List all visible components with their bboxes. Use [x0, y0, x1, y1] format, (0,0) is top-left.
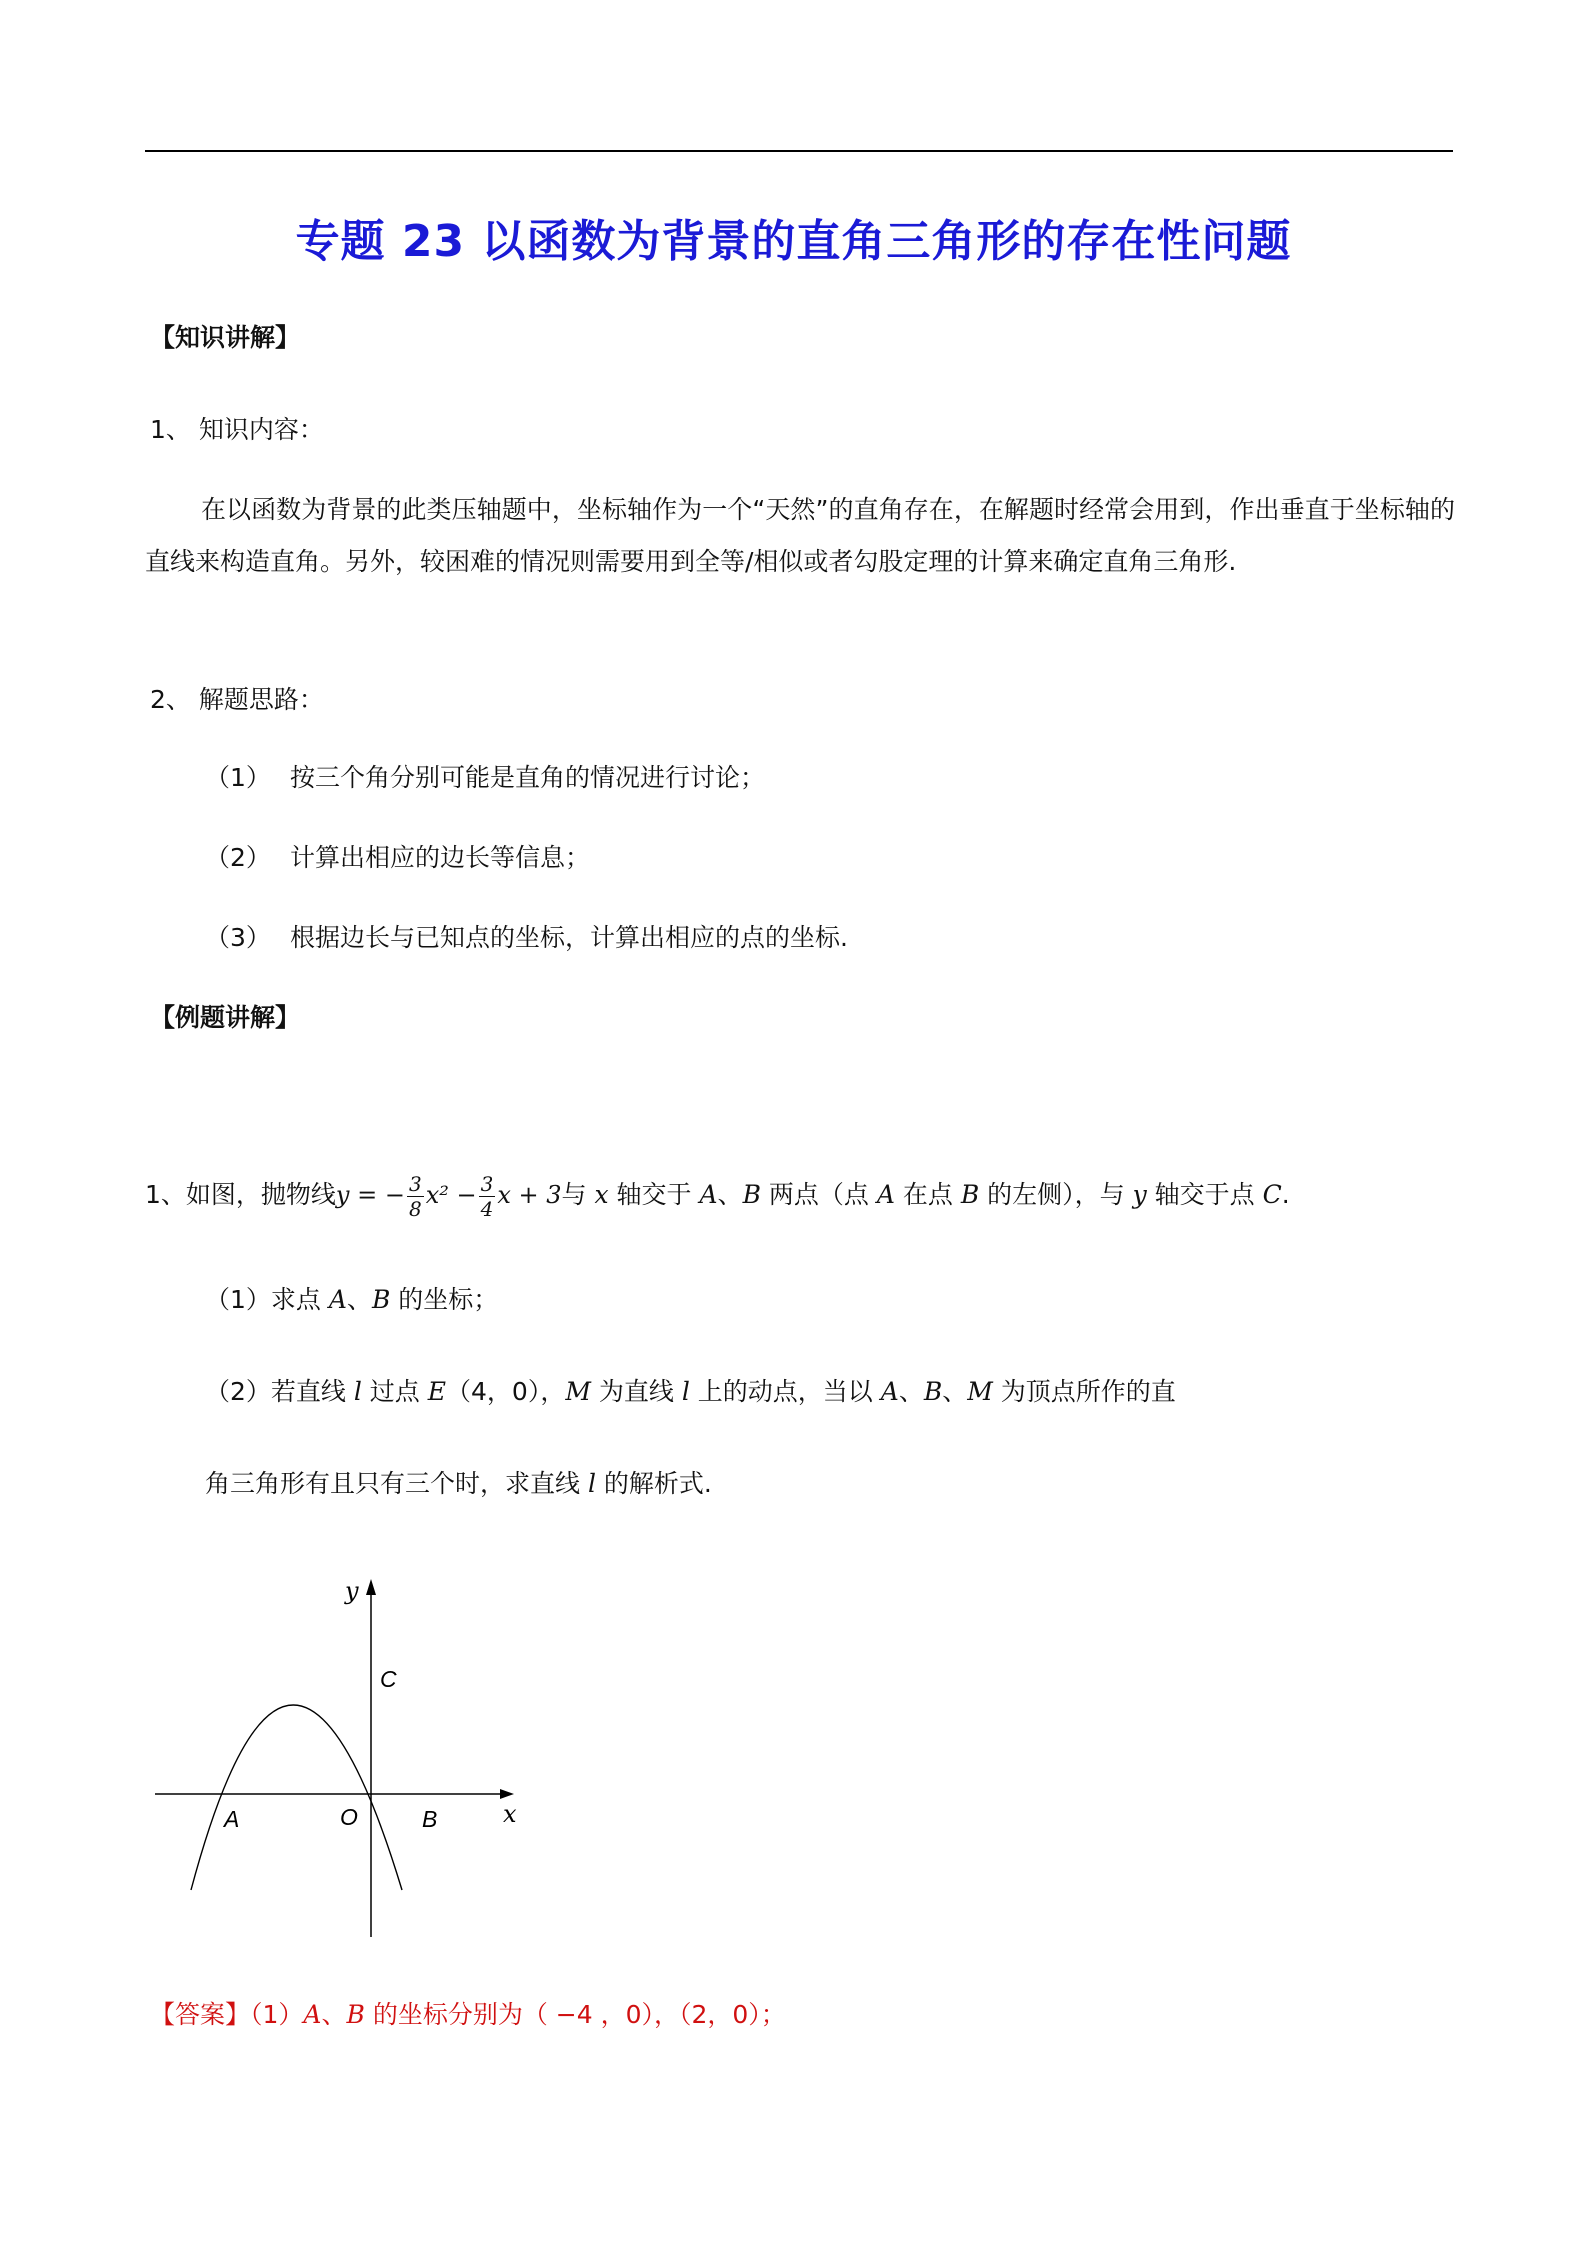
q-text: 轴交于 — [608, 1180, 700, 1209]
step-1 — [205, 752, 765, 804]
point2-label: 2、 解题思路： — [150, 685, 324, 714]
step-2-num: （2） — [205, 843, 271, 872]
q-var: C — [1262, 1180, 1282, 1209]
sub2-text: 、 — [898, 1377, 924, 1406]
answer-var: B — [346, 2000, 365, 2029]
q-text: 两点（点 — [760, 1180, 877, 1209]
parabola-equation — [335, 1172, 562, 1221]
q-text: 在点 — [894, 1180, 961, 1209]
label-A: A — [224, 1806, 240, 1832]
answer-text: 的坐标分别为（ −4 ，0），（2，0）； — [364, 2000, 786, 2029]
x-axis-arrow — [500, 1789, 514, 1799]
sub2-text: （2）若直线 — [205, 1377, 354, 1406]
sub2-text: 为顶点所作的直 — [992, 1377, 1176, 1406]
label-O: O — [340, 1804, 358, 1830]
answer-text: 、 — [321, 2000, 347, 2029]
sub1-var: A — [328, 1285, 347, 1314]
step-3-num: （3） — [205, 923, 271, 952]
parabola-figure — [140, 1565, 540, 1945]
sub2-var: B — [923, 1377, 943, 1406]
sub2c-var: l — [587, 1469, 596, 1498]
sub2-var: l — [681, 1377, 690, 1406]
sub2-var: M — [967, 1377, 993, 1406]
q-var: A — [876, 1180, 895, 1209]
sub2c-text: 角三角形有且只有三个时，求直线 — [205, 1469, 588, 1498]
sub2-text: 、 — [942, 1377, 968, 1406]
y-axis-arrow — [366, 1579, 376, 1595]
step-1-text: 按三个角分别可能是直角的情况进行讨论； — [290, 763, 766, 792]
q-text: 与 — [561, 1180, 595, 1209]
q-text: 、 — [717, 1180, 743, 1209]
sub2-var: M — [565, 1377, 591, 1406]
sub2-var: A — [880, 1377, 899, 1406]
q-var: B — [960, 1180, 980, 1209]
question-prefix: 1、如图，抛物线 — [145, 1180, 336, 1209]
sub2-text: 上的动点，当以 — [689, 1377, 881, 1406]
sub2c-text: 的解析式. — [595, 1469, 712, 1498]
question-1 — [145, 1160, 1290, 1230]
sub2-text: 为直线 — [590, 1377, 682, 1406]
frac1-den: 8 — [408, 1197, 422, 1221]
sub1-text: （1）求点 — [205, 1285, 329, 1314]
example-heading: 【例题讲解】 — [150, 1003, 301, 1032]
step-3-text: 根据边长与已知点的坐标，计算出相应的点的坐标. — [290, 923, 848, 952]
label-B: B — [422, 1806, 438, 1832]
frac1-num: 3 — [408, 1172, 422, 1196]
sub2-text: （4，0）， — [446, 1377, 566, 1406]
sub-question-2-continued — [205, 1458, 712, 1510]
point1-label: 1、 知识内容： — [150, 415, 324, 444]
label-x: x — [503, 1800, 517, 1828]
fraction-3-8 — [407, 1172, 424, 1221]
answer-var: A — [303, 2000, 322, 2029]
sub1-text: 、 — [346, 1285, 372, 1314]
top-rule — [145, 150, 1453, 152]
answer — [150, 1995, 786, 2031]
step-1-num: （1） — [205, 763, 271, 792]
sub-question-1 — [205, 1274, 498, 1326]
q-text: 的左侧），与 — [979, 1180, 1133, 1209]
q-var: A — [699, 1180, 718, 1209]
sub2-var: l — [353, 1377, 362, 1406]
label-y: y — [345, 1577, 359, 1605]
frac2-num: 3 — [480, 1172, 494, 1196]
q-text: . — [1281, 1180, 1290, 1209]
step-2 — [205, 832, 590, 884]
sub-question-2 — [205, 1366, 1176, 1418]
sub1-text: 的坐标； — [390, 1285, 499, 1314]
step-2-text: 计算出相应的边长等信息； — [290, 843, 591, 872]
point1-body: 在以函数为背景的此类压轴题中，坐标轴作为一个“天然”的直角存在，在解题时经常会用到，作出垂直于坐标轴的直线来构造直角。另外，较困难的情况则需要用到全等/相似或者勾股定理的计算来确定直角三角形. — [145, 495, 1455, 576]
answer-text: （1） — [250, 2000, 304, 2029]
sub2-var: E — [427, 1377, 447, 1406]
sub2-text: 过点 — [361, 1377, 428, 1406]
frac2-den: 4 — [480, 1197, 494, 1221]
sub1-var: B — [371, 1285, 391, 1314]
step-3 — [205, 912, 848, 964]
knowledge-heading: 【知识讲解】 — [150, 323, 301, 352]
eq-end: x + 3 — [497, 1181, 562, 1209]
page-title: 专题 23 以函数为背景的直角三角形的存在性问题 — [295, 216, 1292, 267]
q-var: B — [742, 1180, 761, 1209]
fraction-3-4 — [479, 1172, 496, 1221]
q-var: y — [1132, 1180, 1147, 1209]
eq-y: y = − — [335, 1181, 405, 1209]
answer-tag: 【答案】 — [150, 2000, 251, 2029]
eq-mid: x² − — [425, 1181, 477, 1209]
q-text: 轴交于点 — [1146, 1180, 1263, 1209]
label-C: C — [380, 1666, 397, 1692]
q-var: x — [594, 1180, 609, 1209]
